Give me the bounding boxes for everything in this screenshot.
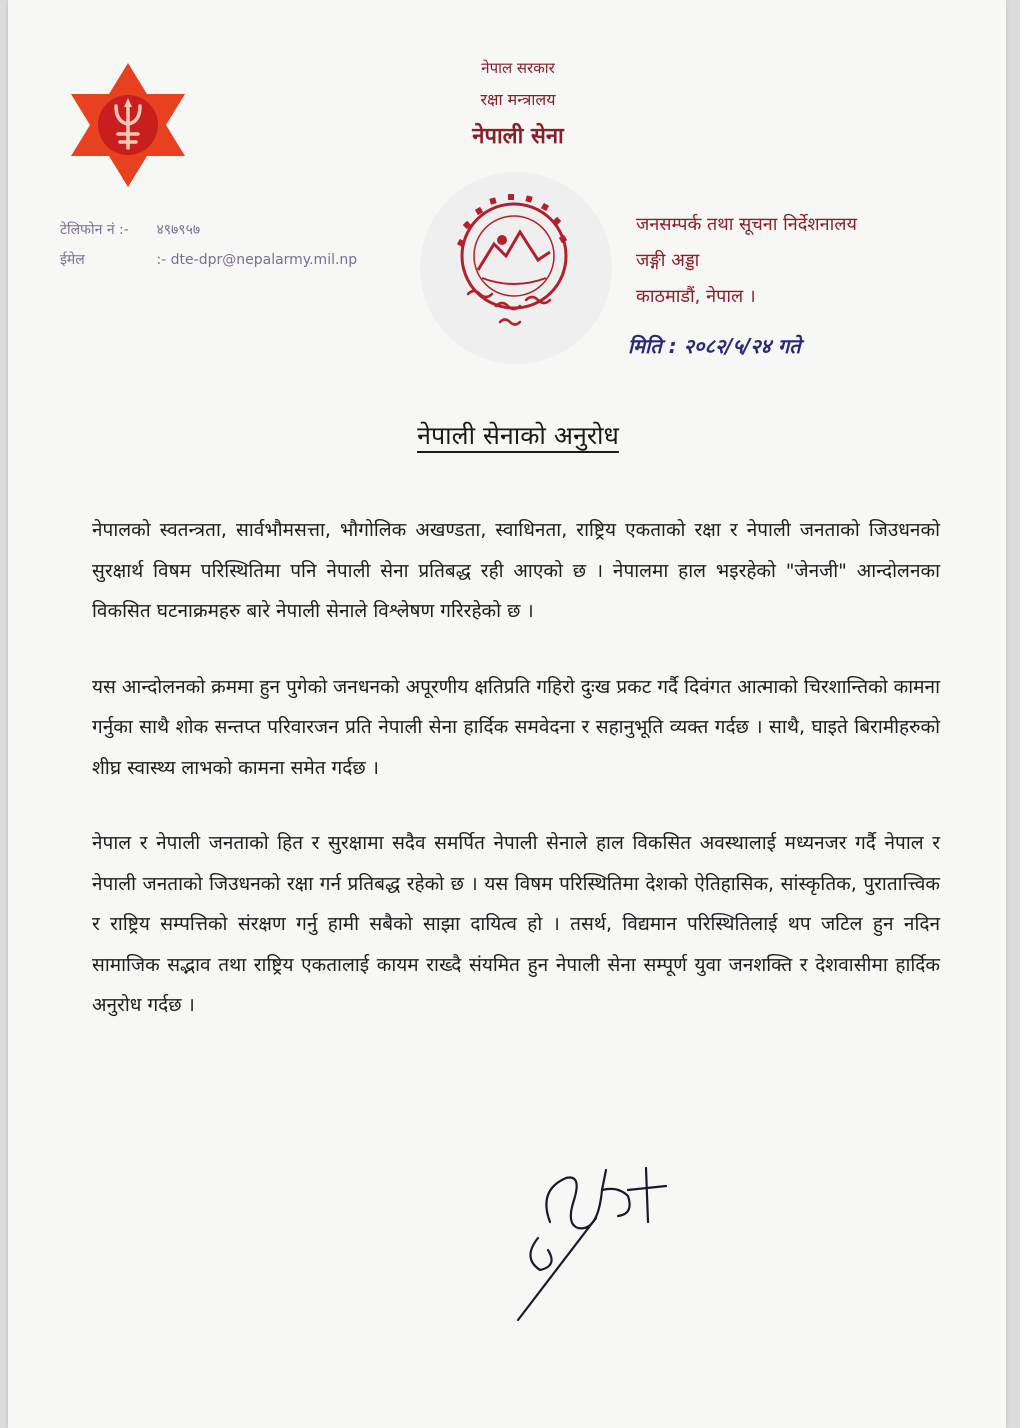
phone-number: ४९७९५७	[156, 222, 201, 238]
phone-label: टेलिफोन नं :-	[60, 222, 129, 238]
organization-name: नेपाली सेना	[472, 124, 564, 149]
letter-title	[8, 418, 1020, 452]
directorate-name: जनसम्पर्क तथा सूचना निर्देशनालय	[636, 214, 857, 235]
contact-info	[60, 220, 357, 280]
letterhead-heading	[398, 58, 638, 150]
email-address: :- dte-dpr@nepalarmy.mil.np	[156, 252, 358, 268]
ministry-name: रक्षा मन्त्रालय	[480, 90, 556, 109]
government-name: नेपाल सरकार	[481, 59, 555, 77]
letter-title-text: नेपाली सेनाको अनुरोध	[417, 421, 619, 450]
directorate-address	[636, 212, 857, 320]
email-label: ईमेल	[60, 252, 85, 268]
nepal-army-emblem-icon	[63, 60, 193, 190]
directorate-location: जङ्गी अड्डा	[636, 250, 700, 271]
directorate-city: काठमाडौं, नेपाल ।	[636, 286, 756, 307]
paragraph-2: यस आन्दोलनको क्रममा हुन पुगेको जनधनको अपूरणीय क्षतिप्रति गहिरो दुःख प्रकट गर्दै दिवंगत आत्माको चिरशान्तिको कामना गर्नुका साथै शोक सन्तप्त परिवारजन प्रति नेपाली सेना हार्दिक समवेदना र सहानुभूति व्यक्त गर्दछ । साथै, घाइते बिरामीहरुको शीघ्र स्वास्थ्य लाभको कामना समेत गर्दछ ।	[92, 675, 940, 779]
directorate-seal-icon	[416, 168, 616, 368]
paragraph-1: नेपालको स्वतन्त्रता, सार्वभौमसत्ता, भौगोलिक अखण्डता, स्वाधिनता, राष्ट्रिय एकताको रक्षा र नेपाली जनताको जिउधनको सुरक्षार्थ विषम परिस्थितिमा पनि नेपाली सेना प्रतिबद्ध रही आएको छ । नेपालमा हाल भइरहेको "जेनजी" आन्दोलनका विकसित घटनाक्रमहरु बारे नेपाली सेनाले विश्लेषण गरिरहेको छ ।	[92, 519, 940, 622]
letter-page	[8, 0, 1006, 1428]
letter-body	[92, 510, 940, 1061]
signature-icon	[478, 1150, 698, 1340]
letter-date: मिति : २०८२/५/२४ गते	[628, 334, 801, 358]
paragraph-3: नेपाल र नेपाली जनताको हित र सुरक्षामा सदैव समर्पित नेपाली सेनाले हाल विकसित अवस्थालाई मध्यनजर गर्दै नेपाल र नेपाली जनताको जिउधनको रक्षा गर्न प्रतिबद्ध रहेको छ । यस विषम परिस्थितिमा देशको ऐतिहासिक, सांस्कृतिक, पुरातात्त्विक र राष्ट्रिय सम्पत्तिको संरक्षण गर्नु हामी सबैको साझा दायित्व हो । तसर्थ, विद्यमान परिस्थितिलाई थप जटिल हुन नदिन सामाजिक सद्भाव तथा राष्ट्रिय एकतालाई कायम राख्दै संयमित हुन नेपाली सेना सम्पूर्ण युवा जनशक्ति र देशवासीमा हार्दिक अनुरोध गर्दछ ।	[92, 832, 940, 1016]
